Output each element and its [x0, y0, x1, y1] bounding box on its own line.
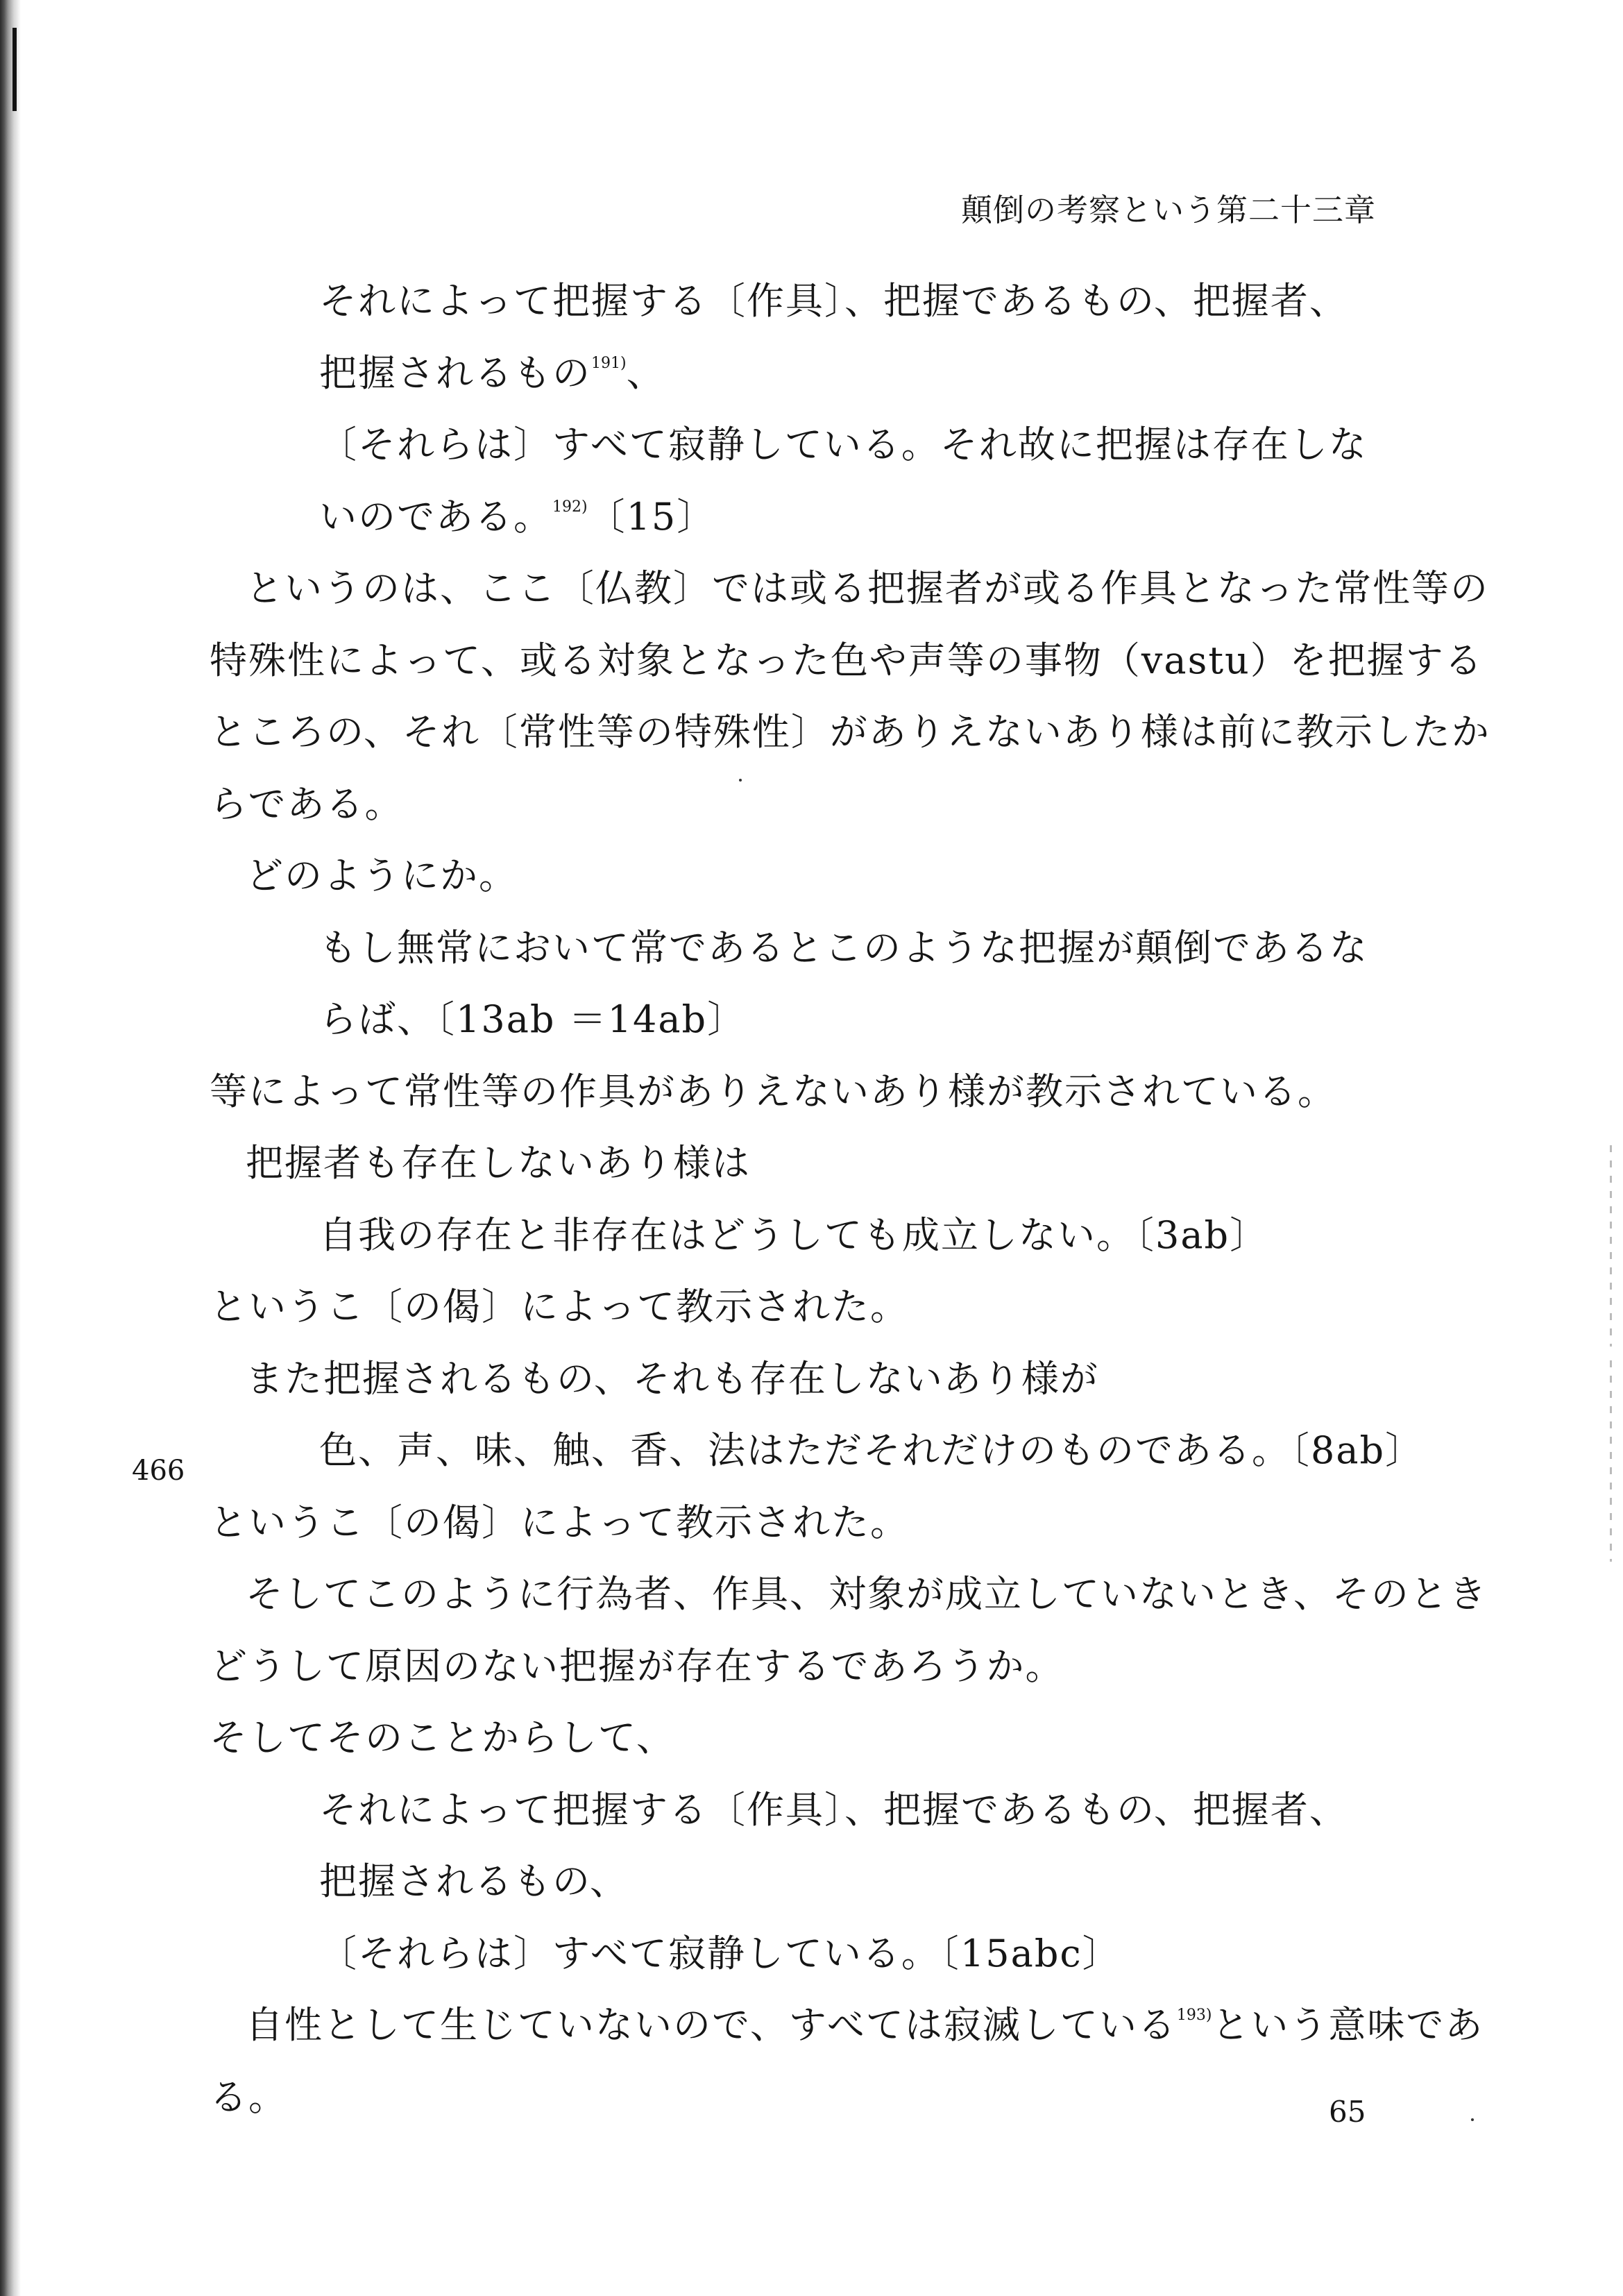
footnote-marker: 191) [591, 354, 627, 372]
line-text: どうして原因のない把握が存在するであろうか。 [210, 1644, 1064, 1688]
line-text: 自性として生じていないので、すべては寂滅している [246, 2003, 1177, 2047]
text-line [210, 1415, 1425, 1487]
line-text: それによって把握する〔作具〕、把握であるもの、把握者、 [319, 279, 1348, 323]
text-line [210, 1918, 1403, 1990]
text-line [210, 481, 1403, 553]
line-text: 特殊性によって、或る対象となった色や声等の事物（vastu）を把握する [210, 638, 1484, 682]
line-text: いのである。 [319, 494, 552, 539]
running-header: 顛倒の考察という第二十三章 [961, 192, 1377, 228]
text-line [210, 1558, 1488, 1630]
line-text: 色、声、味、触、香、法はただそれだけのものである。〔8ab〕 [319, 1428, 1425, 1472]
scan-speck [1471, 2118, 1474, 2121]
text-line [210, 1989, 1484, 2061]
text-line [210, 337, 1403, 410]
line-text: 把握されるもの [319, 351, 591, 395]
line-text: らである。 [210, 782, 404, 826]
line-text: というこ〔の偈〕によって教示された。 [210, 1285, 909, 1328]
line-text: もし無常において常であるとこのような把握が顛倒であるな [319, 925, 1368, 970]
text-line [210, 912, 1403, 984]
line-text: 等によって常性等の作具がありえないあり様が教示されている。 [210, 1069, 1336, 1113]
text-line [210, 1199, 1403, 1272]
binding-edge [0, 0, 21, 2296]
text-line [210, 1343, 1403, 1415]
text-line [210, 265, 1403, 337]
text-line [210, 1127, 1403, 1199]
text-line [210, 768, 1403, 841]
text-line [210, 1846, 1403, 1918]
text-line [210, 409, 1403, 481]
binding-mark [12, 28, 17, 111]
line-text: る。 [210, 2075, 287, 2119]
text-line [210, 1056, 1403, 1128]
line-text: 〔それらは〕すべて寂静している。〔15abc〕 [319, 1931, 1121, 1975]
footnote-marker: 192) [552, 498, 588, 516]
text-line [210, 1630, 1403, 1703]
footnote-marker: 193) [1176, 2007, 1212, 2024]
line-text-continued: 〔15〕 [587, 494, 716, 539]
scan-edge-mark [1610, 1145, 1612, 1347]
line-text: また把握されるもの、それも存在しないあり様が [246, 1356, 1099, 1401]
text-line [210, 840, 1403, 912]
text-line [210, 696, 1490, 768]
line-text: 〔それらは〕すべて寂静している。それ故に把握は存在しな [319, 423, 1368, 466]
margin-page-reference: 466 [132, 1455, 185, 1487]
line-text: ところの、それ〔常性等の特殊性〕がありえないあり様は前に教示したか [210, 710, 1490, 754]
line-text: 把握されるもの、 [319, 1859, 629, 1903]
text-line [210, 1702, 1403, 1774]
text-line [210, 625, 1484, 697]
line-text-continued: という意味であ [1212, 2003, 1484, 2047]
line-text: そしてそのことからして、 [210, 1716, 675, 1759]
text-line [210, 1487, 1403, 1559]
page-number: 65 [1329, 2095, 1366, 2129]
line-text: というこ〔の偈〕によって教示された。 [210, 1500, 909, 1544]
text-line [210, 984, 1403, 1056]
line-text: らば、〔13ab ＝14ab〕 [319, 997, 747, 1041]
line-text: それによって把握する〔作具〕、把握であるもの、把握者、 [319, 1787, 1348, 1832]
line-text: というのは、ここ〔仏教〕では或る把握者が或る作具となった常性等の [246, 566, 1489, 610]
line-text-continued: 、 [626, 351, 665, 395]
text-line [210, 1271, 1403, 1343]
line-text: そしてこのように行為者、作具、対象が成立していないとき、そのとき [246, 1572, 1488, 1616]
text-line [210, 1774, 1403, 1846]
line-text: 把握者も存在しないあり様は [246, 1141, 751, 1185]
line-text: 自我の存在と非存在はどうしても成立しない。〔3ab〕 [319, 1213, 1269, 1257]
text-line [210, 552, 1489, 625]
line-text: どのようにか。 [246, 854, 518, 897]
text-line [210, 2061, 1403, 2134]
scan-edge-mark [1610, 1360, 1612, 1562]
body-text [210, 265, 1490, 2133]
